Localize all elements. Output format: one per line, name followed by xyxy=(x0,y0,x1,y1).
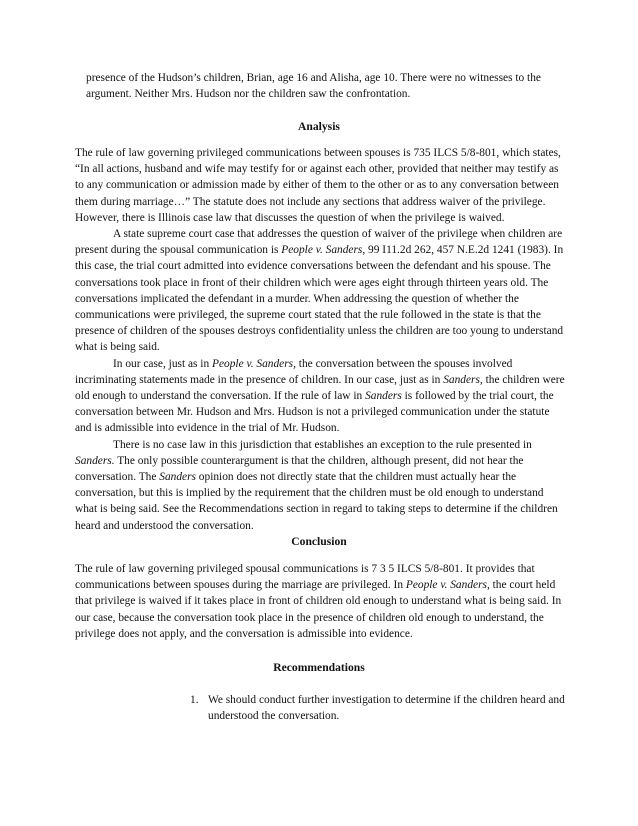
analysis-section xyxy=(75,145,565,534)
case-citation: People v. Sanders, xyxy=(405,579,490,592)
conclusion-paragraph: The rule of law governing privileged spousal communications is 7 3 5 ILCS 5/8-801. It provides that communications between spouses during the marriage are privileged. In People v. Sanders, the court held that privilege is waived if it takes place in front of children old enough to understand what is being said. In our case, because the conversation took place in the presence of children old enough to understand, the privilege does not apply, and the conversation is admissible into evidence. xyxy=(75,563,562,640)
list-text: We should conduct further investigation to determine if the children heard and understood the conversation. xyxy=(208,694,565,723)
analysis-paragraph-2: A state supreme court case that addresses the question of waiver of the privilege when children are present during the spousal communication is People v. Sanders, 99 I11.2d 262, 457 N.E.2d 1241 (1983). In this case, the trial court admitted into evidence conversations between the defendant and his spouse. The conversations took place in front of their children which were ages eight through thirteen years old. The conversations implicated the defendant in a murder. When addressing the question of whether the communications were privileged, the supreme court stated that the rule followed in the state is that the presence of children of the spouses destroys confidentiality unless the children are too young to understand what is being said. xyxy=(75,228,564,354)
list-number: 1. xyxy=(190,694,199,706)
case-citation: Sanders xyxy=(365,390,402,403)
conclusion-section xyxy=(75,561,565,642)
case-citation: People v. Sanders, xyxy=(212,357,296,370)
case-citation: People v. Sanders, xyxy=(281,244,366,257)
analysis-paragraph-1: The rule of law governing privileged communications between spouses is 735 ILCS 5/8-801, which states, “In all actions, husband and wife may testify for or against each other, provided that neither may testify as to any communication or admission made by either of them to the other or as to any conversation between them during marriage…” The statute does not include any sections that address waiver of the privilege. However, there is Illinois case law that discusses the question of when the privilege is waived. xyxy=(75,147,561,224)
list-item xyxy=(190,692,570,724)
recommendations-heading: Recommendations xyxy=(273,661,365,674)
recommendations-list xyxy=(190,692,570,724)
analysis-heading: Analysis xyxy=(298,120,340,133)
intro-paragraph xyxy=(86,70,568,102)
analysis-paragraph-3: In our case, just as in People v. Sanders, the conversation between the spouses involved incriminating statements made in the presence of children. In our case, just as in Sanders, the children were old enough to understand the conversation. If the rule of law in Sanders is followed by the trial court, the conversation between Mr. Hudson and Mrs. Hudson is not a privileged communication under the statute and is admissible into evidence in the trial of Mr. Hudson. xyxy=(75,357,565,435)
analysis-paragraph-4: There is no case law in this jurisdiction that establishes an exception to the rule presented in Sanders. The only possible counterargument is that the children, although present, did not hear the conversation. The Sanders opinion does not directly state that the children must actually hear the conversation, but this is implied by the requirement that the children must be old enough to understand what is being said. See the Recommendations section in regard to taking steps to determine if the children heard and understood the conversation. xyxy=(75,438,558,532)
case-citation: Sanders. xyxy=(75,454,115,467)
case-citation: Sanders xyxy=(159,471,196,484)
conclusion-heading: Conclusion xyxy=(291,535,347,548)
intro-text: presence of the Hudson’s children, Brian, age 16 and Alisha, age 10. There were no witnesses to the argument. Neither Mrs. Hudson nor the children saw the confrontation. xyxy=(86,72,541,101)
case-citation: Sanders, xyxy=(443,373,483,386)
